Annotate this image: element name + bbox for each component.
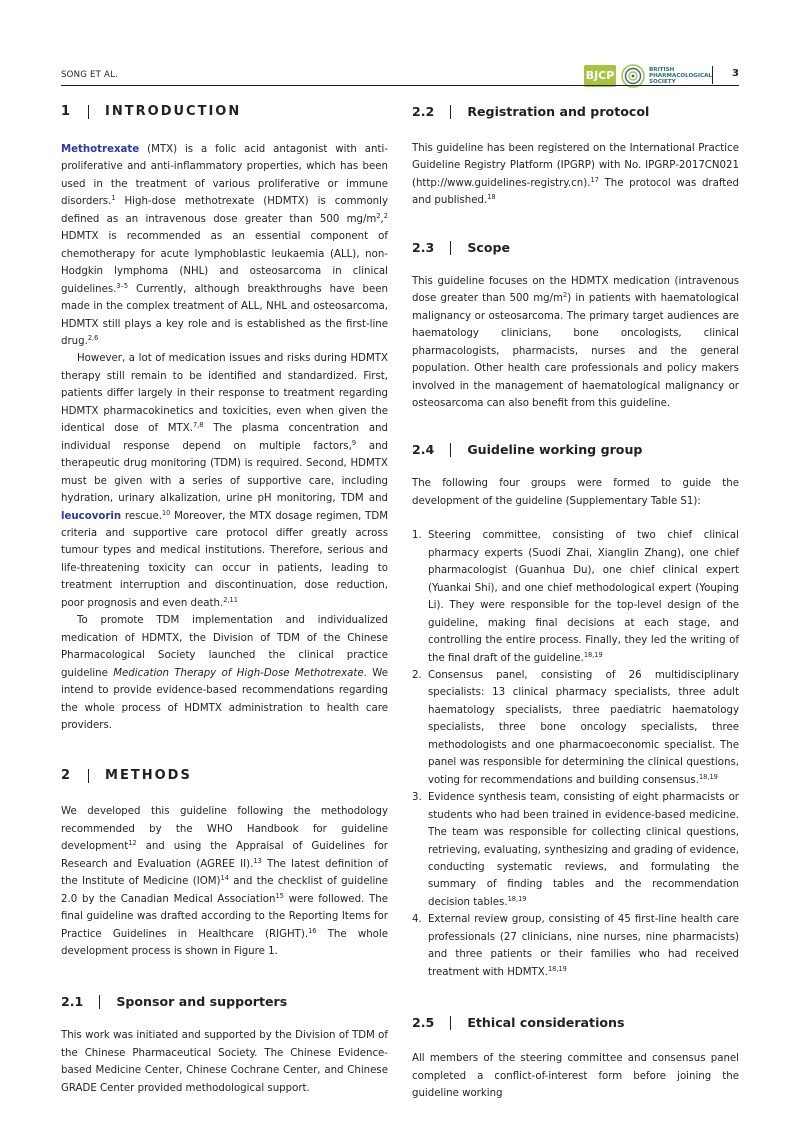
list-item [412,911,739,981]
section-number: 2 [61,768,73,784]
section-2-heading [61,768,388,783]
list-item-text: External review group, consisting of 45 first-line health care professionals (27 clinicians, nine nurses, nine pharmacists) and three patients or their families who had received treatment with HDMTX. [428,914,739,978]
left-column [61,104,388,1097]
citation[interactable]: 7,8 [192,421,204,430]
bjcp-logo: BJCP [584,65,616,87]
citation[interactable]: 10 [161,508,171,517]
section-number: 2.3 [412,239,435,255]
heading-divider [88,769,89,783]
heading-divider [99,995,100,1009]
section-title: Guideline working group [467,442,643,458]
list-item [412,789,739,911]
list-item-text: Evidence synthesis team, consisting of eight pharmacists or students who had been trained in evidence-based medicine. The team was responsible for collecting clinical questions, retrieving, evaluating, synthesizing and grading of evidence, conducting systematic reviews, and formulating the summary of finding tables and the recommendation decision tables. [428,792,739,908]
ethics-paragraph: All members of the steering committee and consensus panel completed a conflict-of-interest form before joining the guideline working [412,1053,739,1100]
citation[interactable]: 18,19 [507,894,527,903]
text: This guideline has been registered on the International Practice Guideline Registry Platform (IPGRP) with No. IPGRP-2017CN021 (http://www.guidelines-registry.cn). [412,143,739,189]
citation[interactable]: 12 [128,839,137,848]
running-head: SONG ET AL. [61,70,119,80]
section-2-3-heading [412,240,739,255]
section-2-1-heading [61,994,388,1009]
text: and using the Appraisal of Guidelines for Research and Evaluation (AGREE II). [61,841,388,870]
text: rescue. [121,510,162,522]
text: The plasma concentration and individual response depend on multiple factors, [61,423,389,452]
intro-paragraph-2 [61,350,388,612]
society-name-line-1: BRITISH [649,67,675,73]
methods-paragraph [61,803,388,960]
text: HDMTX is recommended as an essential component of chemotherapy for acute lymphoblastic leukaemia (ALL), non-Hodgkin lymphoma (NHL) and osteosarcoma in clinical guidelines. [61,231,388,295]
heading-divider [88,105,89,119]
heading-divider [450,105,451,119]
page-header [61,66,739,92]
section-title: Sponsor and supporters [116,994,288,1010]
intro-paragraph-1 [61,141,388,350]
journal-logos [581,62,712,92]
citation[interactable]: 18 [487,193,496,202]
citation[interactable]: 18,19 [698,772,718,781]
right-column [412,104,739,1102]
text: were followed. The final guideline was drafted according to the Reporting Items for Practice Guidelines in Healthcare (RIGHT). [61,893,389,940]
leucovorin-link[interactable]: leucovorin [61,510,122,522]
methotrexate-link[interactable]: Methotrexate [61,144,140,155]
list-item [412,667,739,789]
text: The protocol was drafted and published. [412,177,739,207]
section-title: Ethical considerations [467,1015,625,1031]
superscript: 2 [562,291,568,300]
working-group-intro: The following four groups were formed to guide the development of the guideline (Supplementary Table S1): [412,478,739,507]
heading-divider [450,443,451,457]
section-title: INTRODUCTION [105,104,242,119]
citation[interactable]: 13 [253,856,262,865]
section-number: 2.1 [61,994,84,1010]
list-item-text: Consensus panel, consisting of 26 multidisciplinary specialists: 13 clinical pharmacy specialists, three adult haematology specialists, three paediatric haematology specialists, three bone oncology specialists, three methodologists and one pharmacoeconomic specialist. The panel was responsible for determining the clinical questions, voting for recommendations and building consensus. [428,669,739,786]
section-title: METHODS [105,768,192,784]
section-number: 1 [61,104,73,119]
citation[interactable]: 2,6 [87,333,99,342]
section-2-5-heading [412,1015,739,1030]
citation[interactable]: 17 [590,175,599,184]
text: The latest definition of the Institute of Medicine (IOM) [61,858,389,888]
society-name-line-3: SOCIETY [649,79,676,86]
society-name-line-2: PHARMACOLOGICAL [649,73,712,80]
text: (MTX) is a folic acid antagonist with anti-proliferative and anti-inflammatory properties, which has been used in the treatment of various proliferative or immune disorders. [61,144,388,208]
text: Moreover, the MTX dosage regimen, TDM criteria and supportive care protocol differ greatly across tumour types and medical institutions. Therefore, serious and life-threatening toxicity can occur in patients, leading to treatment interruption and discontinuation, dose reduction, poor prognosis and even death. [61,510,389,609]
section-2-4-heading [412,442,739,457]
section-title: Registration and protocol [467,104,650,119]
page-number-divider [712,66,713,84]
list-marker: 2. [412,669,422,681]
heading-divider [450,1016,451,1030]
superscript: 2 [376,211,381,220]
list-marker: 4. [412,914,422,926]
section-number: 2.2 [412,104,435,119]
text: , [380,213,384,225]
registration-paragraph [412,140,739,210]
text: High-dose methotrexate (HDMTX) is commonly defined as an intravenous dose greater than 500 mg/m [61,196,388,225]
list-item [412,527,739,667]
sponsor-paragraph: This work was initiated and supported by the Division of TDM of the Chinese Pharmaceutical Society. The Chinese Evidence-based Medicine Center, Chinese Cochrane Center, and Chinese GRADE Center provided methodological support. [61,1030,388,1094]
section-2-2-heading [412,104,739,119]
citation[interactable]: 9 [351,438,357,447]
citation[interactable]: 2,11 [223,595,238,604]
intro-paragraph-3 [61,612,388,734]
working-group-list [412,527,739,981]
citation[interactable]: 3–5 [116,281,129,290]
citation[interactable]: 2 [383,211,388,220]
header-rule [61,85,739,86]
text: and therapeutic drug monitoring (TDM) is required. Second, HDMTX must be given with a series of supportive care, including hydration, urinary alkalization, urine pH monitoring, TDM and [61,440,389,505]
text: Currently, although breakthroughs have been made in the complex treatment of ALL, NHL and osteosarcoma, HDMTX still plays a key role and is established as the first-line drug. [61,283,388,347]
section-1-heading [61,104,388,119]
scope-paragraph [412,273,739,413]
list-marker: 3. [412,792,422,804]
citation[interactable]: 16 [308,926,317,935]
list-item-text: Steering committee, consisting of two chief clinical pharmacy experts (Suodi Zhai, Xianglin Zhang), one chief pharmacologist (Guanhua Du), one chief clinical expert (Yuankai Shi), and one chief methodological expert (Youping Li). They were responsible for the top-level design of the guideline, making final decisions at each stage, and controlling the entire process. Finally, they led the writing of the final draft of the guideline. [428,530,739,664]
society-name [649,67,712,86]
citation[interactable]: 18,19 [583,650,603,659]
section-number: 2.4 [412,442,435,458]
citation[interactable]: 1 [111,194,116,203]
section-title: Scope [467,239,511,255]
citation[interactable]: 18,19 [547,964,567,973]
citation[interactable]: 14 [220,874,229,883]
page-number: 3 [732,68,739,79]
text: ) in patients with haematological malignancy or osteosarcoma. The primary target audiences are haematology clinicians, bone oncologists, clinical pharmacologists, pharmacists, nurses and the general population. Other health care professionals and policy makers involved in the management of haematological malignancy or osteosarcoma can also benefit from this guideline. [412,293,739,409]
heading-divider [450,241,451,255]
citation[interactable]: 15 [275,891,284,900]
text: and the checklist of guideline 2.0 by the Canadian Medical Association [61,876,389,905]
text: However, a lot of medication issues and risks during HDMTX therapy still remain to be identified and standardized. First, patients differ largely in their response to treatment regarding HDMTX pharmacokinetics and toxicities, even when given the identical dose of MTX. [61,353,388,435]
text: . We intend to provide evidence-based recommendations regarding the whole process of HDMTX administration to health care providers. [61,667,388,731]
section-number: 2.5 [412,1015,435,1031]
text: The whole development process is shown in Figure 1. [61,928,388,958]
text: To promote TDM implementation and individualized medication of HDMTX, the Division of TDM of the Chinese Pharmacological Society launched the clinical practice guideline [61,615,388,679]
text: We developed this guideline following the methodology recommended by the WHO Handbook for guideline development [61,806,388,853]
list-marker: 1. [412,530,422,542]
text: This guideline focuses on the HDMTX medication (intravenous dose greater than 500 mg/m [412,275,739,305]
guideline-title: Medication Therapy of High-Dose Methotrexate [113,667,364,679]
